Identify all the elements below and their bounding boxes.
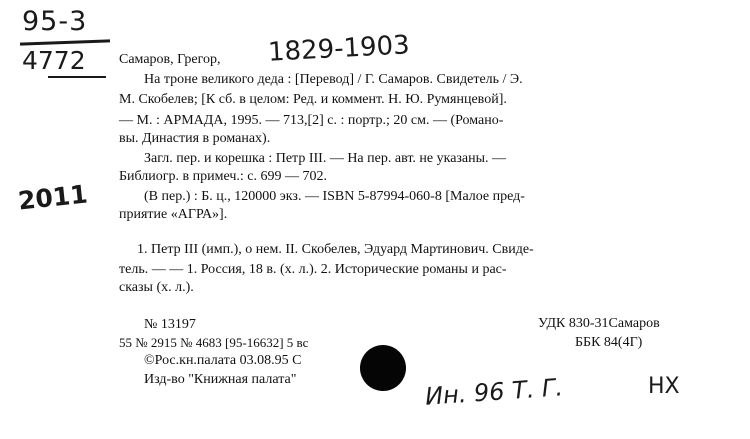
- handwritten-call-number-bottom: 4772: [22, 46, 86, 75]
- udk-code: УДК 830-31Самаров: [538, 316, 660, 331]
- card-body-line: сказы (х. л.).: [119, 280, 194, 295]
- card-heading-author: Самаров, Грегор,: [119, 52, 221, 67]
- card-body-line: приятие «АГРА»].: [119, 207, 228, 222]
- ink-blot: [360, 345, 406, 391]
- call-number-divider: [20, 39, 110, 45]
- card-body-line: вы. Династия в романах).: [119, 131, 271, 146]
- card-body-line: М. Скобелев; [К сб. в целом: Ред. и коммент. Н. Ю. Румянцевой].: [119, 92, 507, 107]
- card-body-line: (В пер.) : Б. ц., 120000 экз. — ISBN 5-87994-060-8 [Малое пред-: [144, 189, 525, 204]
- handwritten-call-number-top: 95-3: [22, 6, 88, 37]
- book-chamber-line: ©Рос.кн.палата 03.08.95 С: [144, 353, 302, 368]
- card-body-line: 1. Петр III (имп.), о нем. II. Скобелев, Эдуард Мартинович. Свиде-: [137, 242, 534, 257]
- handwritten-side-mark: 2011: [16, 179, 89, 216]
- handwritten-initials: НХ: [648, 374, 680, 399]
- card-body-line: Библиогр. в примеч.: с. 699 — 702.: [119, 169, 327, 184]
- publisher-line: Изд-во "Книжная палата": [144, 372, 297, 387]
- card-body-line: Загл. пер. и корешка : Петр III. — На пер. авт. не указаны. —: [144, 151, 507, 166]
- card-body-line: — М. : АРМАДА, 1995. — 713,[2] с. : портр.; 20 см. — (Романо-: [119, 113, 504, 128]
- card-body-line: тель. — — 1. Россия, 18 в. (х. л.). 2. Исторические романы и рас-: [119, 262, 507, 277]
- call-number-underline: [48, 76, 106, 78]
- card-body-line: На троне великого деда : [Перевод] / Г. Самаров. Свидетель / Э.: [144, 72, 523, 87]
- handwritten-bottom-note: Ин. 96 Т. Г.: [424, 373, 564, 411]
- record-number: № 13197: [144, 317, 196, 332]
- bbk-code: ББК 84(4Г): [575, 335, 643, 350]
- handwritten-life-years: 1829-1903: [267, 30, 411, 68]
- registration-line: 55 № 2915 № 4683 [95-16632] 5 вс: [119, 335, 309, 350]
